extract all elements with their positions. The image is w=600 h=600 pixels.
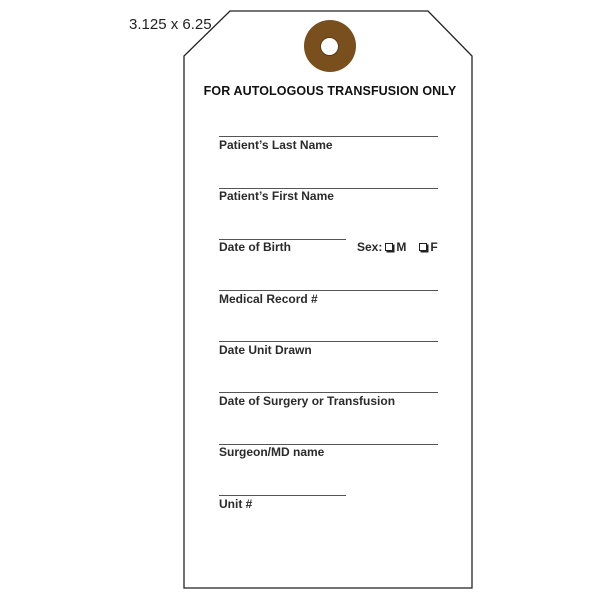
date-surgery-label: Date of Surgery or Transfusion (219, 394, 396, 408)
surgeon-label: Surgeon/MD name (219, 445, 325, 459)
sex-group (357, 240, 438, 254)
sex-option-f-label: F (430, 240, 438, 254)
tag-title: FOR AUTOLOGOUS TRANSFUSION ONLY (203, 84, 457, 98)
dob-label: Date of Birth (219, 240, 291, 254)
sex-option-f[interactable] (416, 240, 437, 254)
date-drawn-line[interactable] (219, 341, 438, 342)
medical-record-label: Medical Record # (219, 292, 318, 306)
medical-record-line[interactable] (219, 290, 438, 291)
date-drawn-label: Date Unit Drawn (219, 343, 312, 357)
sex-option-m-label: M (396, 240, 407, 254)
unit-label: Unit # (219, 497, 253, 511)
last-name-line[interactable] (219, 136, 438, 137)
checkbox-m-icon[interactable] (385, 243, 393, 251)
grommet-hole-icon (320, 37, 339, 56)
last-name-label: Patient’s Last Name (219, 138, 333, 152)
date-surgery-line[interactable] (219, 392, 438, 393)
checkbox-f-icon[interactable] (419, 243, 427, 251)
sex-option-m[interactable] (382, 240, 406, 254)
sex-label: Sex: (357, 240, 383, 254)
first-name-label: Patient’s First Name (219, 189, 334, 203)
unit-line[interactable] (219, 495, 346, 496)
size-label: 3.125 x 6.25 (129, 16, 212, 33)
